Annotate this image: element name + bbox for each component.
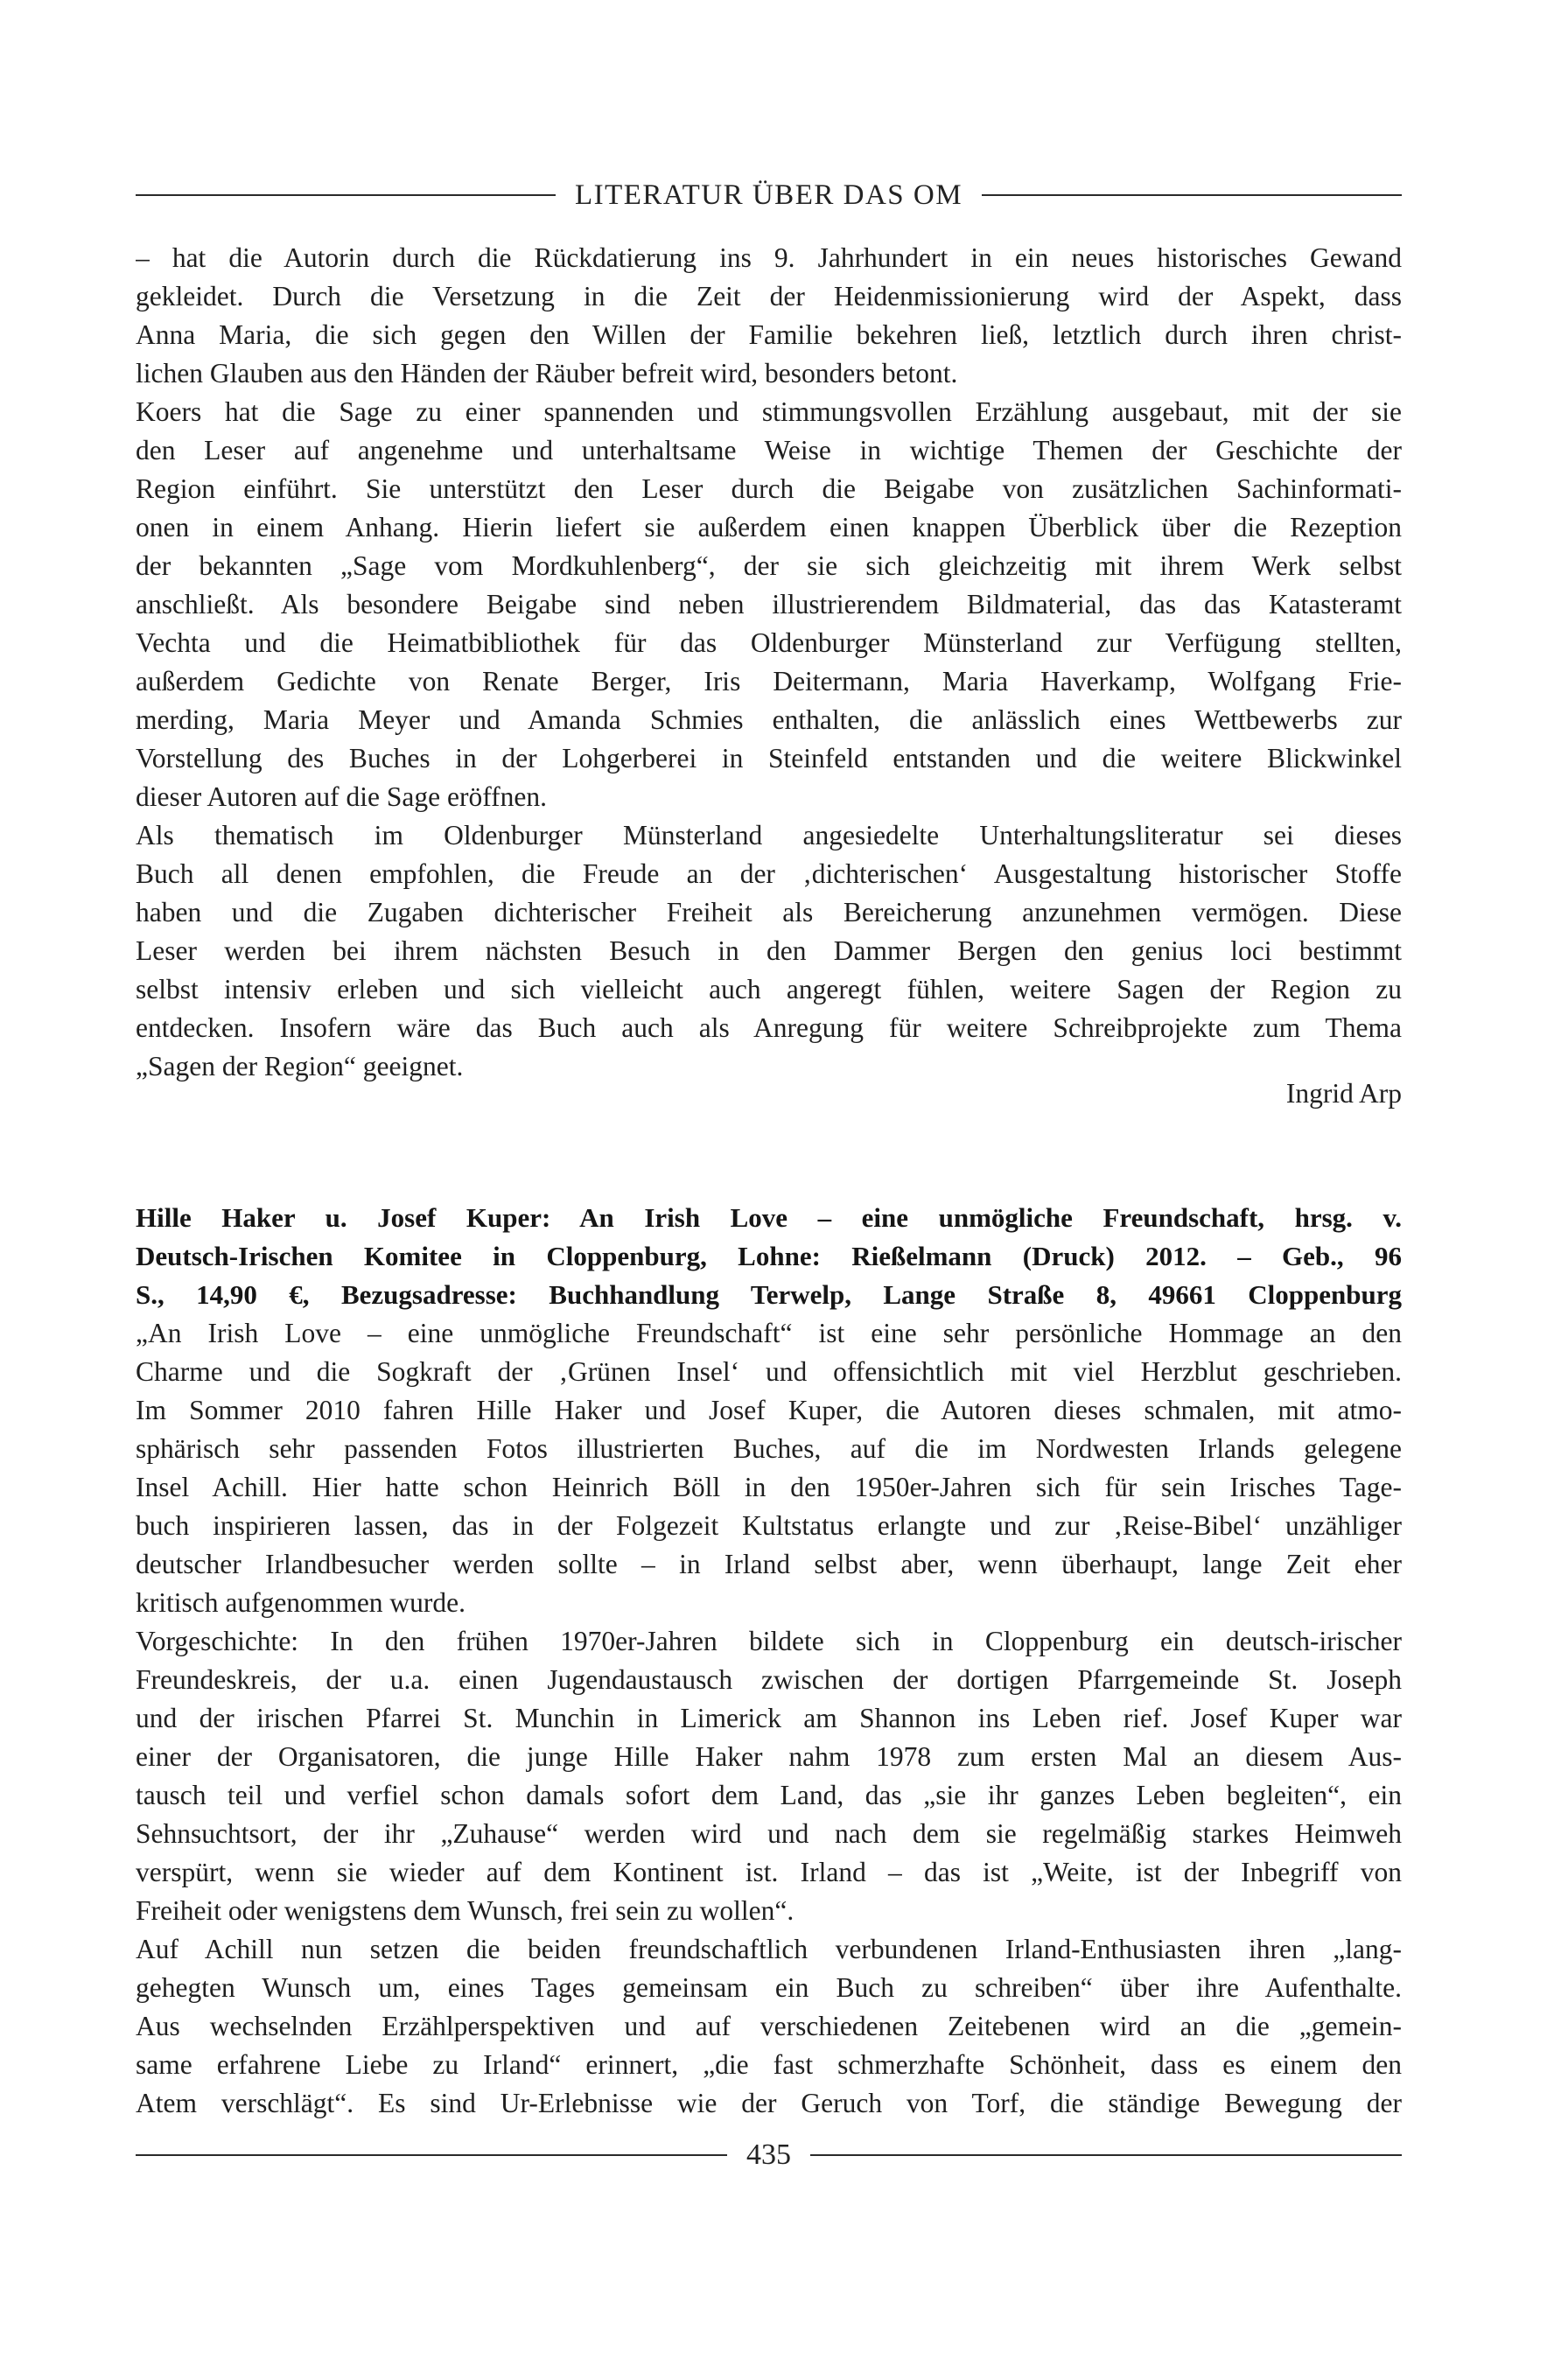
review-2-line: Sehnsuchtsort, der ihr „Zuhause“ werden wird und nach dem sie regelmäßig starkes Heimweh [136,1818,1402,1849]
review-1-line: Buch all denen empfohlen, die Freude an der ‚dichterischen‘ Ausgestaltung historischer Stoffe [136,858,1402,889]
review-2-line: Freiheit oder wenigstens dem Wunsch, frei sein zu wollen“. [136,1895,794,1926]
review-2-line: sphärisch sehr passenden Fotos illustrierten Buches, auf die im Nordwesten Irlands gelegene [136,1433,1402,1464]
review-2-line: „An Irish Love – eine unmögliche Freundschaft“ ist eine sehr persönliche Hommage an den [136,1318,1402,1348]
review-1-line: dieser Autoren auf die Sage eröffnen. [136,781,547,812]
review-2-line: einer der Organisatoren, die junge Hille Haker nahm 1978 zum ersten Mal an diesem Aus- [136,1741,1402,1772]
footer-rule-right [810,2154,1402,2156]
footer-rule-left [136,2154,727,2156]
review-2-line: Insel Achill. Hier hatte schon Heinrich Böll in den 1950er-Jahren sich für sein Irisches Tage- [136,1472,1402,1502]
review-1-line: lichen Glauben aus den Händen der Räuber befreit wird, besonders betont. [136,358,958,388]
review-2-line: und der irischen Pfarrei St. Munchin in Limerick am Shannon ins Leben rief. Josef Kuper war [136,1703,1402,1733]
review-1-line: außerdem Gedichte von Renate Berger, Iris Deitermann, Maria Haverkamp, Wolfgang Frie- [136,666,1402,696]
review-2-heading-line: Hille Haker u. Josef Kuper: An Irish Love – eine unmögliche Freundschaft, hrsg. v. [136,1202,1402,1233]
review-2-line: Atem verschlägt“. Es sind Ur-Erlebnisse wie der Geruch von Torf, die ständige Bewegung der [136,2088,1402,2118]
review-1-line: entdecken. Insofern wäre das Buch auch als Anregung für weitere Schreibprojekte zum Thema [136,1012,1402,1043]
review-1-line: gekleidet. Durch die Versetzung in die Zeit der Heidenmissionierung wird der Aspekt, dass [136,281,1402,312]
review-1-line: – hat die Autorin durch die Rückdatierung ins 9. Jahrhundert in ein neues historisches Gewand [136,242,1402,273]
review-2-line: Aus wechselnden Erzählperspektiven und auf verschiedenen Zeitebenen wird an die „gemein- [136,2011,1402,2041]
review-2-line: Im Sommer 2010 fahren Hille Haker und Josef Kuper, die Autoren dieses schmalen, mit atmo- [136,1395,1402,1425]
review-2-heading-line: Deutsch-Irischen Komitee in Cloppenburg, Lohne: Rießelmann (Druck) 2012. – Geb., 96 [136,1241,1402,1271]
review-2-line: deutscher Irlandbesucher werden sollte – in Irland selbst aber, wenn überhaupt, lange Zeit eher [136,1549,1402,1579]
review-1-line: Koers hat die Sage zu einer spannenden und stimmungsvollen Erzählung ausgebaut, mit der sie [136,396,1402,427]
review-1-line: Anna Maria, die sich gegen den Willen der Familie bekehren ließ, letztlich durch ihren christ- [136,319,1402,350]
review-2-line: gehegten Wunsch um, eines Tages gemeinsam ein Buch zu schreiben“ über ihre Aufenthalte. [136,1972,1402,2003]
review-1-line: der bekannten „Sage vom Mordkuhlenberg“, der sie sich gleichzeitig mit ihrem Werk selbst [136,550,1402,581]
review-1-line: den Leser auf angenehme und unterhaltsame Weise in wichtige Themen der Geschichte der [136,435,1402,466]
header-rule-right [982,194,1402,196]
review-2-line: buch inspirieren lassen, das in der Folgezeit Kultstatus erlangte und zur ‚Reise-Bibel‘ unzähliger [136,1510,1402,1541]
review-2-line: Vorgeschichte: In den frühen 1970er-Jahren bildete sich in Cloppenburg ein deutsch-irischer [136,1626,1402,1656]
review-1-line: Vechta und die Heimatbibliothek für das Oldenburger Münsterland zur Verfügung stellten, [136,627,1402,658]
review-2-line: kritisch aufgenommen wurde. [136,1587,466,1618]
running-title: LITERATUR ÜBER DAS OM [574,178,963,211]
review-2-line: Charme und die Sogkraft der ‚Grünen Insel‘ und offensichtlich mit viel Herzblut geschrieben. [136,1356,1402,1387]
review-1-line: anschließt. Als besondere Beigabe sind neben illustrierendem Bildmaterial, das das Katasteramt [136,589,1402,620]
review-2-line: Freundeskreis, der u.a. einen Jugendaustausch zwischen der dortigen Pfarrgemeinde St. Joseph [136,1664,1402,1695]
header-rule-left [136,194,556,196]
review-1-line: Region einführt. Sie unterstützt den Leser durch die Beigabe von zusätzlichen Sachinformati- [136,473,1402,504]
running-header [136,173,1402,217]
review-1-line: Vorstellung des Buches in der Lohgerberei in Steinfeld entstanden und die weitere Blickwinkel [136,743,1402,774]
review-1-line: onen in einem Anhang. Hierin liefert sie außerdem einen knappen Überblick über die Rezeption [136,512,1402,542]
review-2-line: tausch teil und verfiel schon damals sofort dem Land, das „sie ihr ganzes Leben begleiten“, ein [136,1780,1402,1810]
review-2-line: same erfahrene Liebe zu Irland“ erinnert, „die fast schmerzhafte Schönheit, dass es einem den [136,2049,1402,2080]
review-2-heading-line: S., 14,90 €, Bezugsadresse: Buchhandlung Terwelp, Lange Straße 8, 49661 Cloppenburg [136,1279,1402,1310]
review-1-signature: Ingrid Arp [1285,1078,1402,1109]
review-1-line: Als thematisch im Oldenburger Münsterland angesiedelte Unterhaltungsliteratur sei dieses [136,820,1402,850]
review-1-line: haben und die Zugaben dichterischer Freiheit als Bereicherung anzunehmen vermögen. Diese [136,897,1402,928]
review-1-line: selbst intensiv erleben und sich vielleicht auch angeregt fühlen, weitere Sagen der Region zu [136,974,1402,1004]
review-2-line: verspürt, wenn sie wieder auf dem Kontinent ist. Irland – das ist „Weite, ist der Inbegriff von [136,1857,1402,1887]
review-1-line: merding, Maria Meyer und Amanda Schmies enthalten, die anlässlich eines Wettbewerbs zur [136,704,1402,735]
review-2-line: Auf Achill nun setzen die beiden freundschaftlich verbundenen Irland-Enthusiasten ihren „lang- [136,1934,1402,1964]
page-footer [136,2131,1402,2180]
page-number: 435 [746,2138,791,2171]
review-1-line: „Sagen der Region“ geeignet. [136,1051,464,1082]
review-1-line: Leser werden bei ihrem nächsten Besuch in den Dammer Bergen den genius loci bestimmt [136,935,1402,966]
